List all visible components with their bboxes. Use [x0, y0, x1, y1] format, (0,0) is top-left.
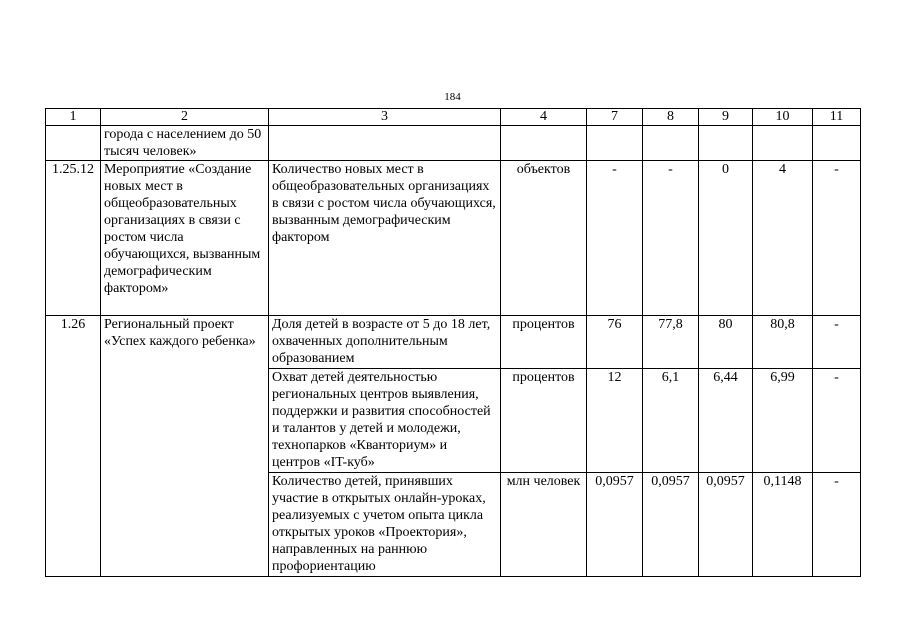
header-cell: 2: [101, 109, 269, 126]
value-cell: -: [813, 369, 861, 473]
event-cell: Региональный проект «Успех каждого ребенка»: [101, 316, 269, 577]
table-header-row: [46, 109, 861, 126]
event-cell: города с населением до 50 тысяч человек»: [101, 126, 269, 161]
value-cell: [753, 126, 813, 161]
event-cell: Мероприятие «Создание новых мест в общеобразовательных организациях в связи с ростом числа обучающихся, вызванным демографическим фактором»: [101, 161, 269, 316]
value-cell: 77,8: [643, 316, 699, 369]
value-cell: 80,8: [753, 316, 813, 369]
value-cell: 0,1148: [753, 473, 813, 577]
header-cell: 4: [501, 109, 587, 126]
value-cell: -: [813, 316, 861, 369]
value-cell: 12: [587, 369, 643, 473]
row-number: 1.25.12: [46, 161, 101, 316]
header-cell: 10: [753, 109, 813, 126]
value-cell: [813, 126, 861, 161]
value-cell: -: [813, 161, 861, 316]
header-cell: 1: [46, 109, 101, 126]
page-number: 184: [444, 91, 461, 103]
value-cell: -: [587, 161, 643, 316]
value-cell: [699, 126, 753, 161]
value-cell: 0,0957: [699, 473, 753, 577]
indicator-cell: Количество детей, принявших участие в открытых онлайн-уроках, реализуемых с учетом опыта цикла открытых уроков «Проектория», направленных на раннюю профориентацию: [269, 473, 501, 577]
value-cell: 6,1: [643, 369, 699, 473]
indicator-cell: [269, 126, 501, 161]
row-number: [46, 126, 101, 161]
value-cell: 76: [587, 316, 643, 369]
value-cell: -: [813, 473, 861, 577]
table-row: [46, 316, 861, 369]
indicator-cell: Количество новых мест в общеобразовательных организациях в связи с ростом числа обучающихся, вызванным демографическим фактором: [269, 161, 501, 316]
indicator-cell: Доля детей в возрасте от 5 до 18 лет, охваченных дополнительным образованием: [269, 316, 501, 369]
row-number: 1.26: [46, 316, 101, 577]
value-cell: [643, 126, 699, 161]
header-cell: 11: [813, 109, 861, 126]
header-cell: 7: [587, 109, 643, 126]
value-cell: -: [643, 161, 699, 316]
unit-cell: процентов: [501, 316, 587, 369]
header-cell: 9: [699, 109, 753, 126]
unit-cell: млн человек: [501, 473, 587, 577]
value-cell: [587, 126, 643, 161]
value-cell: 0: [699, 161, 753, 316]
unit-cell: объектов: [501, 161, 587, 316]
header-cell: 3: [269, 109, 501, 126]
value-cell: 0,0957: [643, 473, 699, 577]
indicator-cell: Охват детей деятельностью региональных центров выявления, поддержки и развития способностей и талантов у детей и молодежи, технопарков «Кванториум» и центров «IT-куб»: [269, 369, 501, 473]
indicators-table: [45, 108, 861, 577]
value-cell: 4: [753, 161, 813, 316]
table-row: [46, 161, 861, 316]
value-cell: 80: [699, 316, 753, 369]
unit-cell: [501, 126, 587, 161]
header-cell: 8: [643, 109, 699, 126]
value-cell: 0,0957: [587, 473, 643, 577]
value-cell: 6,44: [699, 369, 753, 473]
value-cell: 6,99: [753, 369, 813, 473]
table-row: [46, 126, 861, 161]
unit-cell: процентов: [501, 369, 587, 473]
